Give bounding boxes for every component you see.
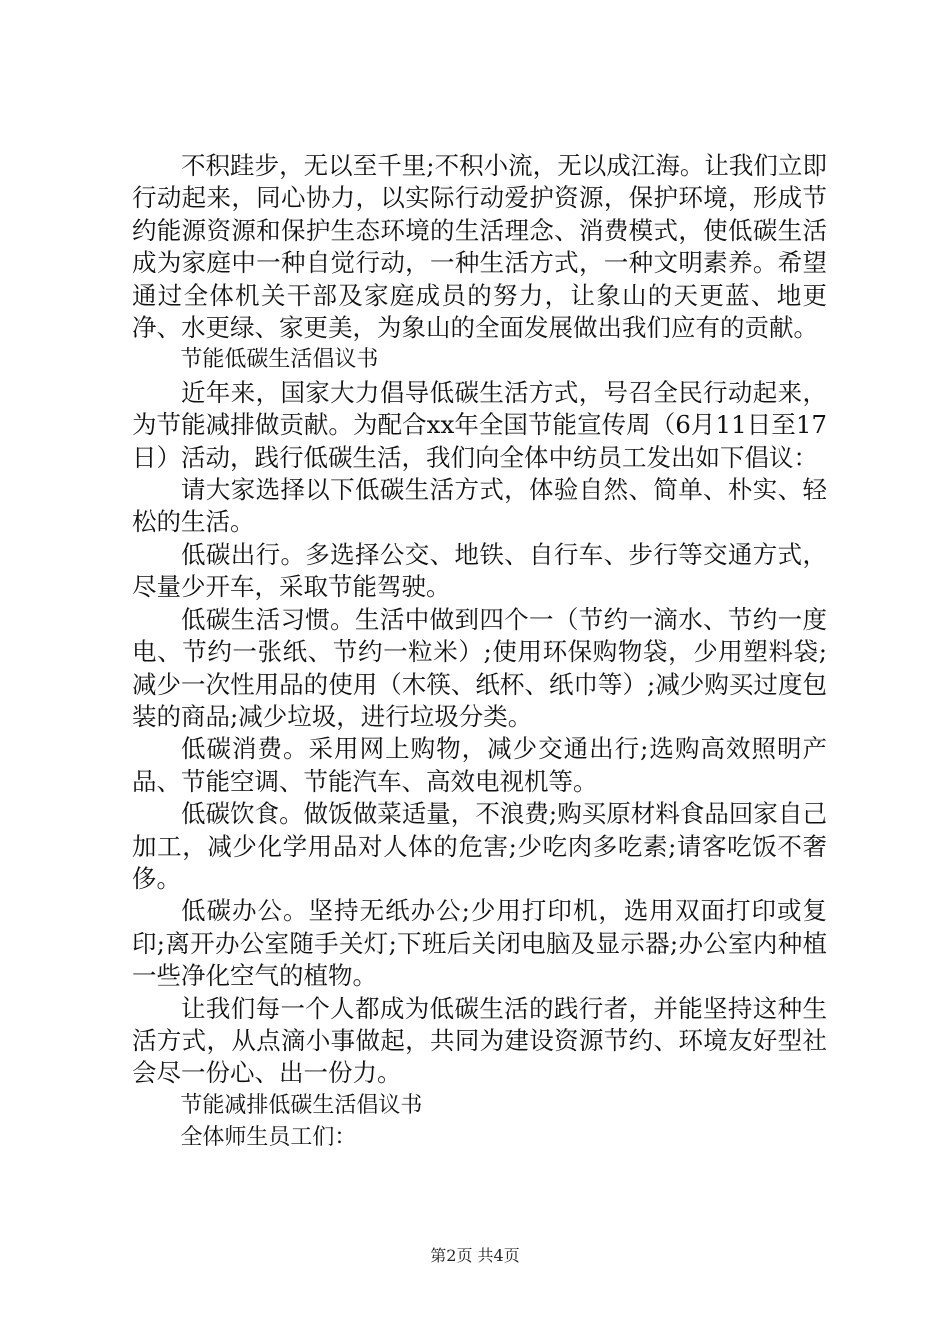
paragraph-call-to-action: 请大家选择以下低碳生活方式，体验自然、简单、朴实、轻松的生活。 bbox=[132, 475, 827, 537]
paragraph-low-carbon-diet: 低碳饮食。做饭做菜适量，不浪费;购买原材料食品回家自己加工，减少化学用品对人体的危害;少吃肉多吃素;请客吃饭不奢侈。 bbox=[132, 799, 827, 893]
paragraph-intro-conclusion: 不积跬步，无以至千里;不积小流，无以成江海。让我们立即行动起来，同心协力，以实际行动爱护资源，保护环境，形成节约能源资源和保护生态环境的生活理念、消费模式，使低碳生活成为家庭中一种自觉行动，一种生活方式，一种文明素养。希望通过全体机关干部及家庭成员的努力，让象山的天更蓝、地更净、水更绿、家更美，为象山的全面发展做出我们应有的贡献。 bbox=[132, 151, 827, 343]
paragraph-low-carbon-office: 低碳办公。坚持无纸办公;少用打印机，选用双面打印或复印;离开办公室随手关灯;下班后关闭电脑及显示器;办公室内种植一些净化空气的植物。 bbox=[132, 896, 827, 991]
paragraph-background: 近年来，国家大力倡导低碳生活方式，号召全民行动起来，为节能减排做贡献。为配合xx年全国节能宣传周（6月11日至17日）活动，践行低碳生活，我们向全体中纺员工发出如下倡议： bbox=[132, 377, 827, 472]
page-number-footer: 第2页 共4页 bbox=[430, 1246, 520, 1265]
paragraph-low-carbon-travel: 低碳出行。多选择公交、地铁、自行车、步行等交通方式，尽量少开车，采取节能驾驶。 bbox=[132, 539, 827, 602]
paragraph-closing: 让我们每一个人都成为低碳生活的践行者，并能坚持这种生活方式，从点滴小事做起，共同为建设资源节约、环境友好型社会尽一份心、出一份力。 bbox=[132, 993, 827, 1088]
paragraph-low-carbon-consumption: 低碳消费。采用网上购物，减少交通出行;选购高效照明产品、节能空调、节能汽车、高效电视机等。 bbox=[132, 734, 827, 796]
salutation: 全体师生员工们： bbox=[180, 1125, 357, 1151]
section-title-energy-saving-proposal: 节能低碳生活倡议书 bbox=[180, 347, 379, 373]
paragraph-low-carbon-habits: 低碳生活习惯。生活中做到四个一（节约一滴水、节约一度电、节约一张纸、节约一粒米）;使用环保购物袋，少用塑料袋;减少一次性用品的使用（木筷、纸杯、纸巾等）;减少购买过度包装的商品;减少垃圾，进行垃圾分类。 bbox=[132, 604, 827, 731]
section-title-emission-reduction-proposal: 节能减排低碳生活倡议书 bbox=[180, 1092, 423, 1118]
document-body bbox=[132, 150, 827, 1155]
